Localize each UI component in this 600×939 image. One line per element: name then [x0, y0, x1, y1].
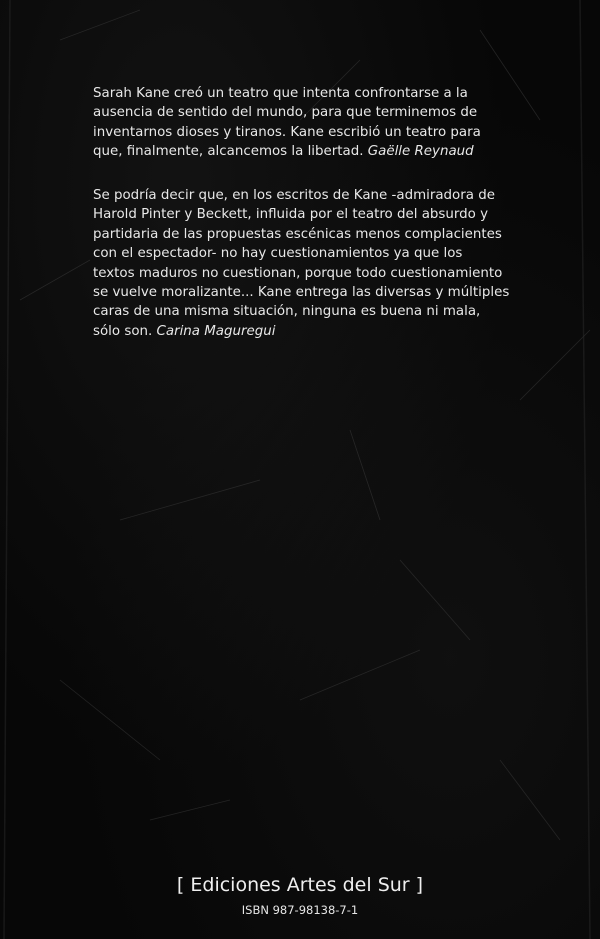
quote-line-text: sólo son. — [93, 323, 157, 339]
quote-line: ausencia de sentido del mundo, para que terminemos de — [93, 105, 478, 121]
quote-line: textos maduros no cuestionan, porque todo cuestionamiento — [93, 265, 503, 281]
quote-line: caras de una misma situación, ninguna es buena ni mala, — [93, 304, 481, 320]
quote-line-text: que, finalmente, alcancemos la libertad. — [93, 144, 368, 160]
quote-reynaud — [93, 84, 523, 162]
quote-line: Se podría decir que, en los escritos de Kane -admiradora de — [93, 188, 495, 203]
quote-line: con el espectador- no hay cuestionamientos ya que los — [93, 246, 463, 262]
quote-line: se vuelve moralizante... Kane entrega las diversas y múltiples — [93, 285, 510, 301]
quote-line-last — [93, 142, 523, 161]
quote-line-last — [93, 322, 523, 341]
quote-line: Harold Pinter y Beckett, influida por el teatro del absurdo y — [93, 207, 489, 223]
quote-attribution: Gaëlle Reynaud — [367, 144, 474, 160]
isbn-number: ISBN 987-98138-7-1 — [241, 903, 359, 917]
quote-line: partidaria de las propuestas escénicas menos complacientes — [93, 226, 502, 242]
quote-maguregui — [93, 186, 523, 341]
quote-line: Sarah Kane creó un teatro que intenta confrontarse a la — [93, 86, 468, 101]
quote-line: inventarnos dioses y tiranos. Kane escribió un teatro para — [93, 124, 481, 140]
publisher-name: [ Ediciones Artes del Sur ] — [176, 874, 424, 896]
quote-attribution: Carina Maguregui — [156, 323, 276, 339]
